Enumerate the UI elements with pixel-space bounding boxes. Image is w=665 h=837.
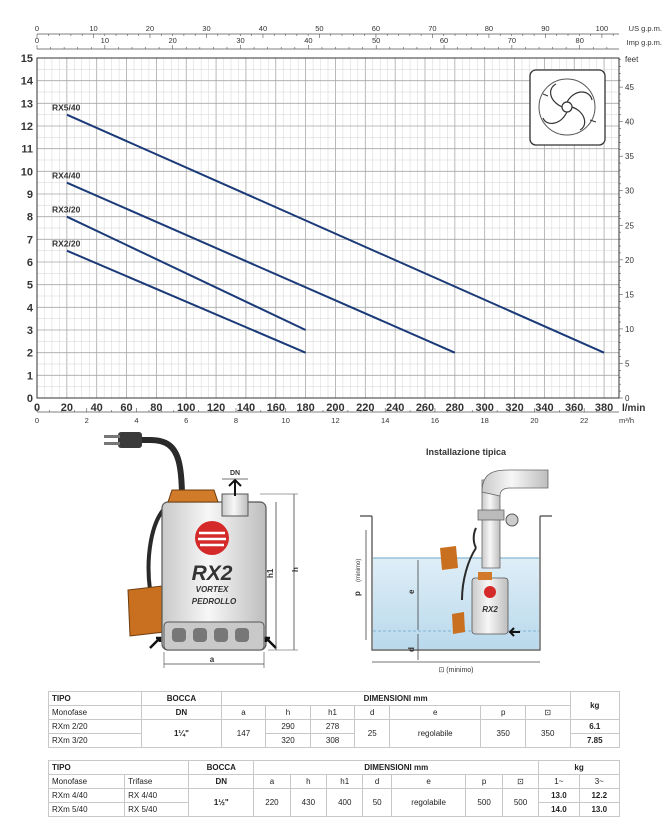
x-tick-label: 360 — [565, 402, 584, 414]
t2-r2-kg3: 13.0 — [579, 803, 619, 817]
intake-arrow-left-icon — [150, 638, 160, 648]
m3h-tick-label: 6 — [184, 416, 189, 425]
pump-illustrations — [0, 432, 665, 687]
y-tick-label: 11 — [21, 143, 33, 156]
x-tick-label: 160 — [266, 402, 285, 414]
m3h-tick-label: 8 — [233, 416, 239, 425]
dn-dim-label: DN — [229, 470, 241, 477]
d-dim-label: d — [407, 647, 416, 652]
installed-float — [440, 546, 458, 570]
us-gpm-axis-label: US g.p.m. — [628, 24, 662, 33]
t2-col-sq: ⊡ — [502, 775, 538, 789]
y-tick-label: 9 — [26, 189, 33, 201]
feet-tick-label: 40 — [625, 117, 634, 127]
y-tick-label: 10 — [20, 166, 33, 179]
t1-r1-model: RXm 2/20 — [49, 720, 142, 734]
imp-gpm-tick-label: 30 — [236, 36, 245, 45]
us-gpm-tick-label: 10 — [89, 24, 98, 33]
t1-r2-kg: 7.85 — [570, 734, 620, 748]
t2-col-d: d — [363, 775, 391, 789]
y-tick-label: 13 — [20, 98, 33, 111]
t2-col-a: a — [254, 775, 290, 789]
us-gpm-tick-label: 20 — [145, 24, 155, 33]
t1-e: regolabile — [390, 720, 481, 748]
t1-sub-dn: DN — [142, 706, 222, 720]
t2-e: regolabile — [391, 789, 466, 817]
y-tick-label: 7 — [26, 234, 33, 247]
x-tick-label: 20 — [60, 402, 73, 414]
y-tick-label: 15 — [20, 53, 33, 65]
imp-gpm-tick-label: 0 — [34, 36, 40, 45]
t1-sq: 350 — [525, 720, 570, 748]
x-tick-label: 260 — [415, 402, 435, 414]
table-row — [49, 720, 620, 734]
imp-gpm-tick-label: 10 — [100, 36, 110, 45]
m3h-tick-label: 0 — [34, 416, 40, 425]
feet-tick-label: 30 — [625, 186, 634, 196]
t2-kg-1ph: 1~ — [539, 775, 579, 789]
p-minimo-label: (minimo) — [356, 558, 362, 582]
square-minimo-label: ⊡ (minimo) — [438, 667, 474, 674]
t2-col-p: p — [466, 775, 502, 789]
series-label-rx2-20: RX2/20 — [52, 238, 81, 249]
y-tick-label: 5 — [26, 279, 33, 292]
vortex-impeller-icon — [530, 70, 605, 145]
t2-kg-3ph: 3~ — [579, 775, 619, 789]
t1-r1-h: 290 — [266, 720, 311, 734]
y-tick-label: 8 — [26, 211, 33, 224]
series-label-rx5-40: RX5/40 — [52, 102, 81, 113]
dimensions-table-single-phase — [48, 691, 620, 748]
t1-header-bocca: BOCCA — [142, 692, 222, 706]
us-gpm-tick-label: 60 — [371, 24, 381, 33]
y-tick-label: 1 — [26, 370, 33, 383]
x-tick-label: 0 — [33, 402, 41, 414]
t2-r2-tri: RX 5/40 — [125, 803, 189, 817]
t2-r1-tri: RX 4/40 — [125, 789, 189, 803]
t2-header-kg: kg — [539, 761, 620, 775]
m3h-tick-label: 2 — [84, 416, 89, 425]
m3h-tick-label: 22 — [580, 416, 589, 425]
feet-tick-label: 10 — [625, 324, 634, 334]
x-tick-label: 80 — [150, 402, 163, 414]
us-gpm-tick-label: 30 — [202, 24, 211, 33]
t2-h1: 400 — [327, 789, 363, 817]
x-tick-label: 180 — [296, 402, 315, 414]
y-tick-label: 0 — [26, 393, 33, 405]
table-row — [49, 789, 620, 803]
t2-r1-mono: RXm 4/40 — [49, 789, 125, 803]
e-dim-label: e — [407, 589, 416, 594]
series-label-rx4-40: RX4/40 — [52, 170, 81, 181]
x-tick-label: 200 — [326, 402, 345, 414]
feet-tick-label: 15 — [625, 290, 634, 300]
x-tick-label: 220 — [356, 402, 375, 414]
feet-tick-label: 5 — [625, 359, 630, 369]
h-dim-label: h — [291, 567, 300, 572]
x-tick-label: 60 — [120, 402, 133, 414]
x-tick-label: 280 — [445, 402, 465, 414]
x-tick-label: 100 — [177, 402, 196, 414]
x-tick-label: 320 — [505, 402, 524, 414]
feet-tick-label: 20 — [625, 255, 634, 265]
t1-col-d: d — [355, 706, 390, 720]
t2-dn: 1½" — [189, 789, 254, 817]
m3h-tick-label: 10 — [281, 416, 290, 425]
us-gpm-tick-label: 40 — [258, 24, 268, 33]
m3h-tick-label: 14 — [381, 416, 390, 425]
t1-dn: 1¼" — [142, 720, 222, 748]
x-tick-label: 380 — [594, 402, 614, 414]
installation-drawing — [353, 447, 552, 674]
t1-header-kg: kg — [570, 692, 620, 720]
t1-r2-h: 320 — [266, 734, 311, 748]
y-tick-label: 3 — [26, 325, 33, 337]
installed-pump-brand: RX2 — [482, 605, 498, 614]
t2-r1-kg3: 12.2 — [579, 789, 619, 803]
t1-col-sq: ⊡ — [525, 706, 570, 720]
y-tick-label: 4 — [26, 302, 33, 315]
dimensions-table-three-phase — [48, 760, 620, 817]
y-tick-label: 6 — [26, 257, 33, 269]
t2-r2-mono: RXm 5/40 — [49, 803, 125, 817]
model-brand-text: RX2 — [191, 562, 233, 585]
x-tick-label: 340 — [535, 402, 554, 414]
imp-gpm-tick-label: 20 — [168, 36, 177, 45]
m3h-tick-label: 4 — [134, 416, 139, 425]
t1-d: 25 — [355, 720, 390, 748]
t1-col-h: h — [266, 706, 311, 720]
t1-col-h1: h1 — [310, 706, 355, 720]
t2-p: 500 — [466, 789, 502, 817]
x-tick-label: 240 — [385, 402, 405, 414]
x-axis-unit: l/min — [622, 403, 646, 414]
t1-sub-monofase: Monofase — [49, 706, 142, 720]
t2-header-bocca: BOCCA — [189, 761, 254, 775]
valve-icon — [506, 514, 518, 526]
imp-gpm-tick-label: 80 — [575, 36, 584, 45]
us-gpm-tick-label: 80 — [484, 24, 494, 33]
y-tick-label: 12 — [20, 121, 33, 133]
imp-gpm-axis-label: Imp g.p.m. — [626, 38, 662, 47]
t2-sq: 500 — [502, 789, 538, 817]
t2-col-h: h — [290, 775, 326, 789]
m3h-tick-label: 18 — [480, 416, 489, 425]
t2-header-dimensioni: DIMENSIONI mm — [254, 761, 539, 775]
intake-arrow-right-icon — [266, 638, 276, 648]
x-tick-label: 120 — [206, 402, 226, 414]
t1-a: 147 — [221, 720, 266, 748]
feet-tick-label: 0 — [625, 394, 630, 403]
m3h-tick-label: 16 — [430, 416, 440, 425]
imp-gpm-tick-label: 50 — [372, 36, 381, 45]
t2-header-tipo: TIPO — [49, 761, 189, 775]
feet-tick-label: 45 — [625, 83, 634, 93]
pump-handle — [168, 490, 218, 502]
pump-drawing — [104, 432, 300, 668]
t2-r1-kg1: 13.0 — [539, 789, 579, 803]
t2-sub-trifase: Trifase — [125, 775, 189, 789]
us-gpm-tick-label: 50 — [315, 24, 324, 33]
x-tick-label: 300 — [475, 402, 494, 414]
y-tick-label: 2 — [26, 347, 33, 360]
t1-r1-h1: 278 — [310, 720, 355, 734]
t1-col-e: e — [390, 706, 481, 720]
feet-tick-label: 35 — [625, 152, 634, 162]
m3h-tick-label: 20 — [530, 416, 539, 425]
maker-text: PEDROLLO — [191, 597, 237, 606]
us-gpm-tick-label: 100 — [595, 24, 609, 33]
h1-dim-label: h1 — [266, 568, 275, 578]
us-gpm-tick-label: 0 — [34, 24, 40, 33]
vortex-text: VORTEX — [195, 585, 229, 594]
pump-outlet — [222, 494, 248, 516]
float-switch — [128, 586, 164, 636]
t1-r2-model: RXm 3/20 — [49, 734, 142, 748]
t1-col-p: p — [481, 706, 526, 720]
p-dim-label: p — [353, 591, 362, 596]
t1-r2-h1: 308 — [310, 734, 355, 748]
m3h-tick-label: 12 — [331, 416, 340, 425]
t1-r1-kg: 6.1 — [570, 720, 620, 734]
t2-d: 50 — [363, 789, 391, 817]
x-tick-label: 140 — [236, 402, 256, 414]
feet-tick-label: 25 — [625, 221, 634, 231]
t2-sub-dn: DN — [189, 775, 254, 789]
t1-header-tipo: TIPO — [49, 692, 142, 706]
us-gpm-tick-label: 70 — [428, 24, 437, 33]
t1-header-dimensioni: DIMENSIONI mm — [221, 692, 570, 706]
imp-gpm-tick-label: 40 — [304, 36, 313, 45]
imp-gpm-tick-label: 70 — [507, 36, 517, 45]
y-tick-label: 14 — [20, 75, 33, 88]
t2-col-h1: h1 — [327, 775, 363, 789]
t1-p: 350 — [481, 720, 526, 748]
feet-axis-label: feet — [625, 55, 639, 64]
t2-col-e: e — [391, 775, 466, 789]
plug-icon — [104, 432, 142, 448]
series-label-rx3-20: RX3/20 — [52, 204, 81, 215]
a-dim-label: a — [209, 655, 215, 664]
t2-r2-kg1: 14.0 — [539, 803, 579, 817]
m3h-axis-unit: m³/h — [619, 416, 634, 425]
imp-gpm-tick-label: 60 — [439, 36, 449, 45]
t2-a: 220 — [254, 789, 290, 817]
t2-sub-monofase: Monofase — [49, 775, 125, 789]
t2-h: 430 — [290, 789, 326, 817]
installation-title: Installazione tipica — [425, 447, 507, 457]
t1-col-a: a — [221, 706, 266, 720]
x-tick-label: 40 — [90, 402, 103, 414]
us-gpm-tick-label: 90 — [541, 24, 550, 33]
